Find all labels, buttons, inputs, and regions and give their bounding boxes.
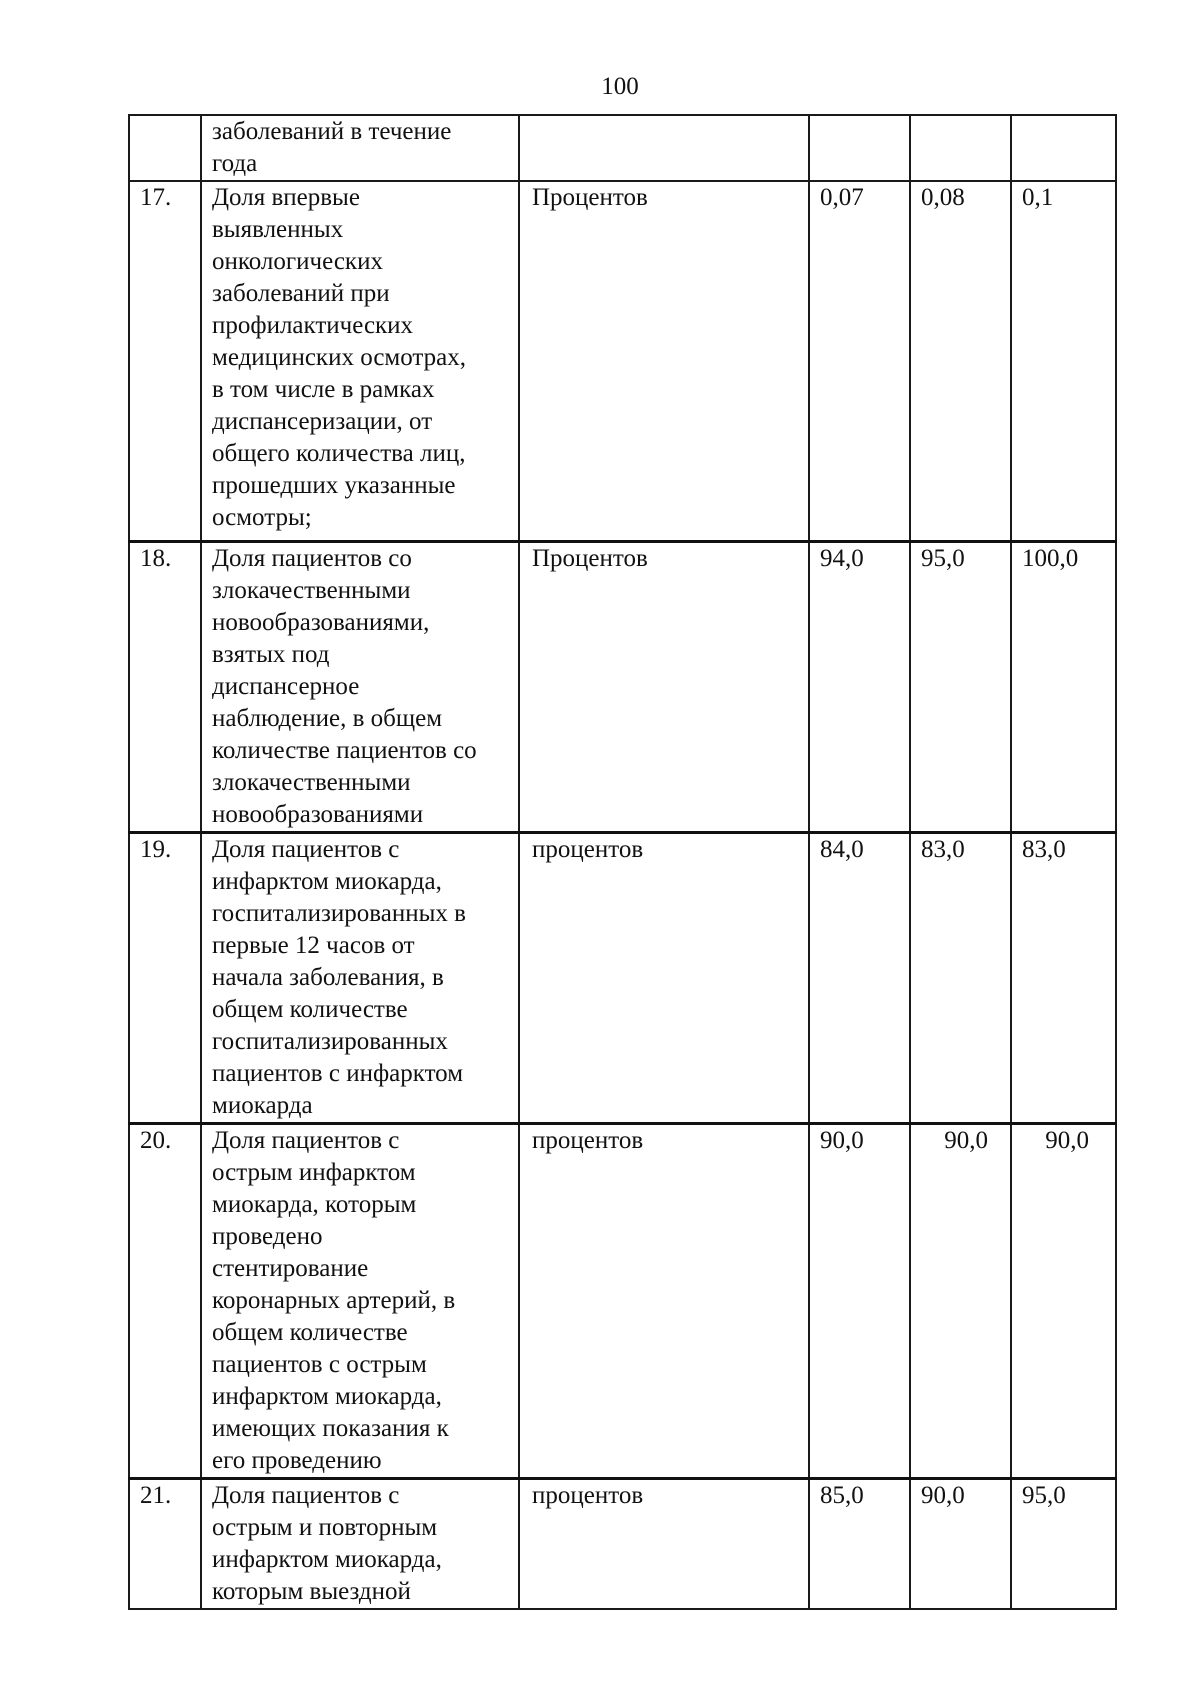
value-year-1: 0,07 (809, 181, 910, 541)
row-number: 18. (129, 541, 201, 832)
value-year-2: 0,08 (910, 181, 1011, 541)
indicator-description: Доля пациентов с инфарктом миокарда, госпитализированных в первые 12 часов от начала заболевания, в общем количестве госпитализированных пациентов с инфарктом миокарда (201, 832, 519, 1123)
indicator-description: Доля пациентов со злокачественными новообразованиями, взятых под диспансерное наблюдение, в общем количестве пациентов со злокачественными новообразованиями (201, 541, 519, 832)
value-year-1: 94,0 (809, 541, 910, 832)
table-row (129, 115, 1116, 181)
value-year-3: 0,1 (1011, 181, 1116, 541)
row-number: 21. (129, 1478, 201, 1609)
value-year-3: 83,0 (1011, 832, 1116, 1123)
value-year-2: 95,0 (910, 541, 1011, 832)
indicator-description: Доля пациентов с острым и повторным инфарктом миокарда, которым выездной (201, 1478, 519, 1609)
unit-of-measure: процентов (519, 832, 809, 1123)
row-number: 17. (129, 181, 201, 541)
value-year-2: 90,0 (910, 1478, 1011, 1609)
table-row (129, 541, 1116, 832)
value-year-1: 84,0 (809, 832, 910, 1123)
unit-of-measure (519, 115, 809, 181)
indicator-table (128, 114, 1117, 1610)
value-year-1: 85,0 (809, 1478, 910, 1609)
value-year-1 (809, 115, 910, 181)
unit-of-measure: процентов (519, 1123, 809, 1478)
value-year-1: 90,0 (809, 1123, 910, 1478)
value-year-2 (910, 115, 1011, 181)
indicator-description: заболеваний в течение года (201, 115, 519, 181)
indicator-description: Доля пациентов с острым инфарктом миокарда, которым проведено стентирование коронарных артерий, в общем количестве пациентов с острым инфарктом миокарда, имеющих показания к его проведению (201, 1123, 519, 1478)
row-number: 19. (129, 832, 201, 1123)
row-number (129, 115, 201, 181)
table-row (129, 832, 1116, 1123)
value-year-3: 95,0 (1011, 1478, 1116, 1609)
value-year-2: 83,0 (910, 832, 1011, 1123)
indicator-description: Доля впервые выявленных онкологических заболеваний при профилактических медицинских осмотрах, в том числе в рамках диспансеризации, от общего количества лиц, прошедших указанные осмотры; (201, 181, 519, 541)
unit-of-measure: процентов (519, 1478, 809, 1609)
value-year-2: 90,0 (910, 1123, 1011, 1478)
unit-of-measure: Процентов (519, 541, 809, 832)
unit-of-measure: Процентов (519, 181, 809, 541)
value-year-3: 100,0 (1011, 541, 1116, 832)
page-number: 100 (601, 73, 639, 100)
value-year-3 (1011, 115, 1116, 181)
table-row (129, 1123, 1116, 1478)
row-number: 20. (129, 1123, 201, 1478)
table-row (129, 181, 1116, 541)
value-year-3: 90,0 (1011, 1123, 1116, 1478)
table-row (129, 1478, 1116, 1609)
